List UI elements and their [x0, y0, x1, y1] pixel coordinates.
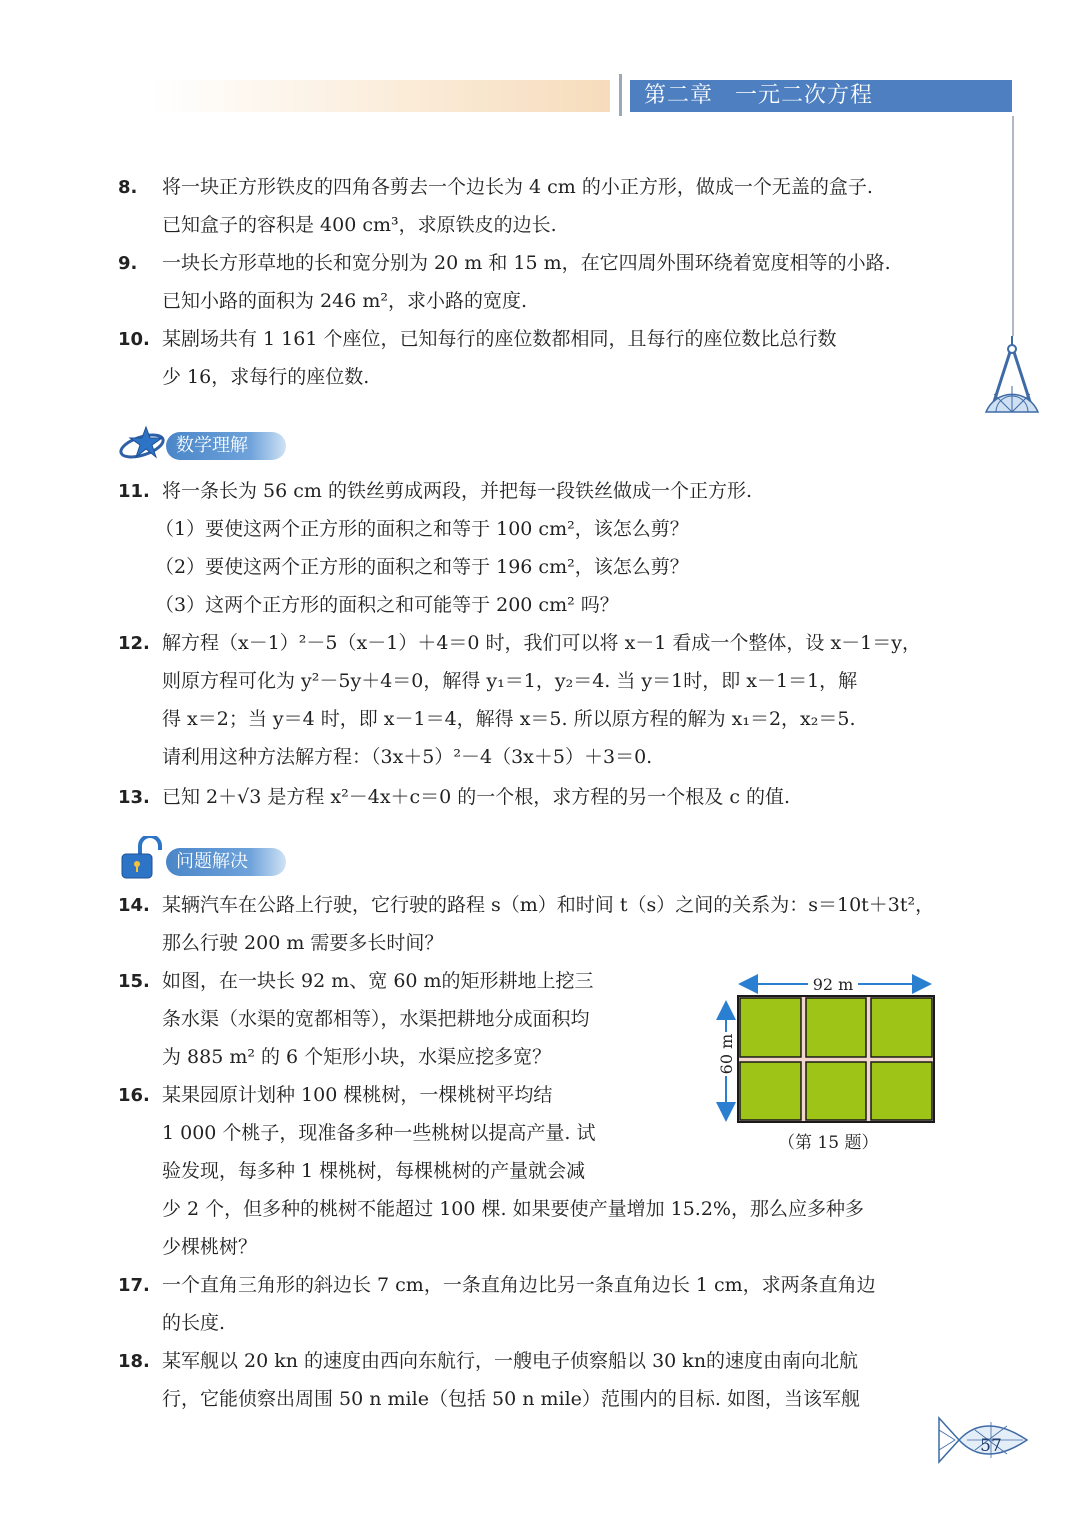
problem-number: 10. — [118, 329, 150, 350]
problem-11-part-1: （1）要使这两个正方形的面积之和等于 100 cm²，该怎么剪？ — [155, 518, 689, 540]
problem-12-line-4: 请利用这种方法解方程：（3x＋5）²－4（3x＋5）＋3＝0. — [162, 746, 653, 768]
problem-text: 解方程（x－1）²－5（x－1）＋4＝0 时，我们可以将 x－1 看成一个整体，设 x－1＝y， — [162, 632, 921, 654]
problem-text: 已知 2＋√3 是方程 x²－4x＋c＝0 的一个根，求方程的另一个根及 c 的值. — [162, 786, 791, 808]
problem-16-line-5: 少棵桃树？ — [162, 1236, 258, 1258]
section-title: 问题解决 — [166, 848, 286, 876]
problem-text: 某果园原计划种 100 棵桃树，一棵桃树平均结 — [162, 1084, 553, 1106]
problem-11-part-2: （2）要使这两个正方形的面积之和等于 196 cm²，该怎么剪？ — [155, 556, 689, 578]
problem-number: 16. — [118, 1085, 150, 1106]
chapter-number: 第二章 — [644, 83, 714, 108]
problem-8-line-2: 已知盒子的容积是 400 cm³，求原铁皮的边长. — [162, 214, 557, 236]
problem-text: 将一条长为 56 cm 的铁丝剪成两段，并把每一段铁丝做成一个正方形. — [162, 480, 752, 502]
problem-text: 将一块正方形铁皮的四角各剪去一个边长为 4 cm 的小正方形，做成一个无盖的盒子. — [162, 176, 873, 198]
problem-15-line-3: 为 885 m² 的 6 个矩形小块，水渠应挖多宽？ — [162, 1046, 552, 1068]
chapter-header — [630, 80, 1012, 112]
problem-16-line-2: 1 000 个桃子，现准备多种一些桃树以提高产量. 试 — [162, 1122, 596, 1144]
problem-15 — [118, 962, 594, 1001]
problem-number: 8. — [118, 177, 138, 198]
star-orbit-icon — [118, 424, 168, 464]
problem-13 — [118, 778, 790, 817]
problem-number: 17. — [118, 1275, 150, 1296]
compass-icon — [982, 336, 1042, 416]
header-divider — [619, 74, 622, 116]
margin-line — [1012, 116, 1014, 336]
problem-11-part-3: （3）这两个正方形的面积之和可能等于 200 cm² 吗？ — [155, 594, 619, 616]
field-plot — [740, 1062, 801, 1120]
problem-9 — [118, 244, 891, 283]
problem-text: 一个直角三角形的斜边长 7 cm，一条直角边比另一条直角边长 1 cm，求两条直角边 — [162, 1274, 876, 1296]
problem-number: 9. — [118, 253, 138, 274]
problem-16 — [118, 1076, 552, 1115]
height-label: 60 m — [717, 1033, 736, 1075]
figure-caption: （第 15 题） — [778, 1133, 879, 1153]
problem-11 — [118, 472, 752, 511]
problem-16-line-4: 少 2 个，但多种的桃树不能超过 100 棵. 如果要使产量增加 15.2%，那么应多种多 — [162, 1198, 864, 1220]
problem-14-line-2: 那么行驶 200 m 需要多长时间？ — [162, 932, 444, 954]
problem-text: 某辆汽车在公路上行驶，它行驶的路程 s（m）和时间 t（s）之间的关系为：s＝10t＋3t²， — [162, 894, 935, 916]
figure-15 — [712, 970, 942, 1130]
section-title: 数学理解 — [166, 432, 286, 460]
problem-10 — [118, 320, 836, 359]
field-plot — [740, 998, 801, 1057]
problem-18-line-2: 行，它能侦察出周围 50 n mile（包括 50 n mile）范围内的目标. 如图，当该军舰 — [162, 1388, 860, 1410]
problem-number: 18. — [118, 1351, 150, 1372]
header-decoration — [150, 80, 610, 112]
problem-number: 14. — [118, 895, 150, 916]
problem-16-line-3: 验发现，每多种 1 棵桃树，每棵桃树的产量就会减 — [162, 1160, 586, 1182]
field-plot — [806, 998, 866, 1057]
chapter-title: 一元二次方程 — [735, 83, 874, 108]
problem-9-line-2: 已知小路的面积为 246 m²，求小路的宽度. — [162, 290, 528, 312]
problem-12-line-3: 得 x＝2；当 y＝4 时，即 x－1＝4，解得 x＝5. 所以原方程的解为 x₁＝2，x₂＝5. — [162, 708, 856, 730]
problem-10-line-2: 少 16，求每行的座位数. — [162, 366, 370, 388]
problem-text: 一块长方形草地的长和宽分别为 20 m 和 15 m，在它四周外围环绕着宽度相等的小路. — [162, 252, 891, 274]
problem-text: 某军舰以 20 kn 的速度由西向东航行，一艘电子侦察船以 30 kn的速度由南向北航 — [162, 1350, 859, 1372]
problem-18 — [118, 1342, 858, 1381]
problem-number: 13. — [118, 787, 150, 808]
problem-14 — [118, 886, 934, 925]
problem-12 — [118, 624, 921, 663]
problem-15-line-2: 条水渠（水渠的宽都相等），水渠把耕地分成面积均 — [162, 1008, 590, 1030]
field-plot — [806, 1062, 866, 1120]
problem-number: 15. — [118, 971, 150, 992]
page-number: 57 — [980, 1436, 1002, 1456]
problem-17-line-2: 的长度. — [162, 1312, 226, 1334]
problem-text: 如图，在一块长 92 m、宽 60 m的矩形耕地上挖三 — [162, 970, 594, 992]
width-label: 92 m — [812, 975, 854, 994]
problem-number: 12. — [118, 633, 150, 654]
padlock-icon — [118, 836, 168, 880]
problem-text: 某剧场共有 1 161 个座位，已知每行的座位数都相同，且每行的座位数比总行数 — [162, 328, 837, 350]
problem-17 — [118, 1266, 876, 1305]
field-plot — [871, 1062, 932, 1120]
problem-8 — [118, 168, 873, 207]
field-plot — [871, 998, 932, 1057]
problem-number: 11. — [118, 481, 150, 502]
problem-12-line-2: 则原方程可化为 y²－5y＋4＝0，解得 y₁＝1，y₂＝4. 当 y＝1时，即 x－1＝1，解 — [162, 670, 858, 692]
